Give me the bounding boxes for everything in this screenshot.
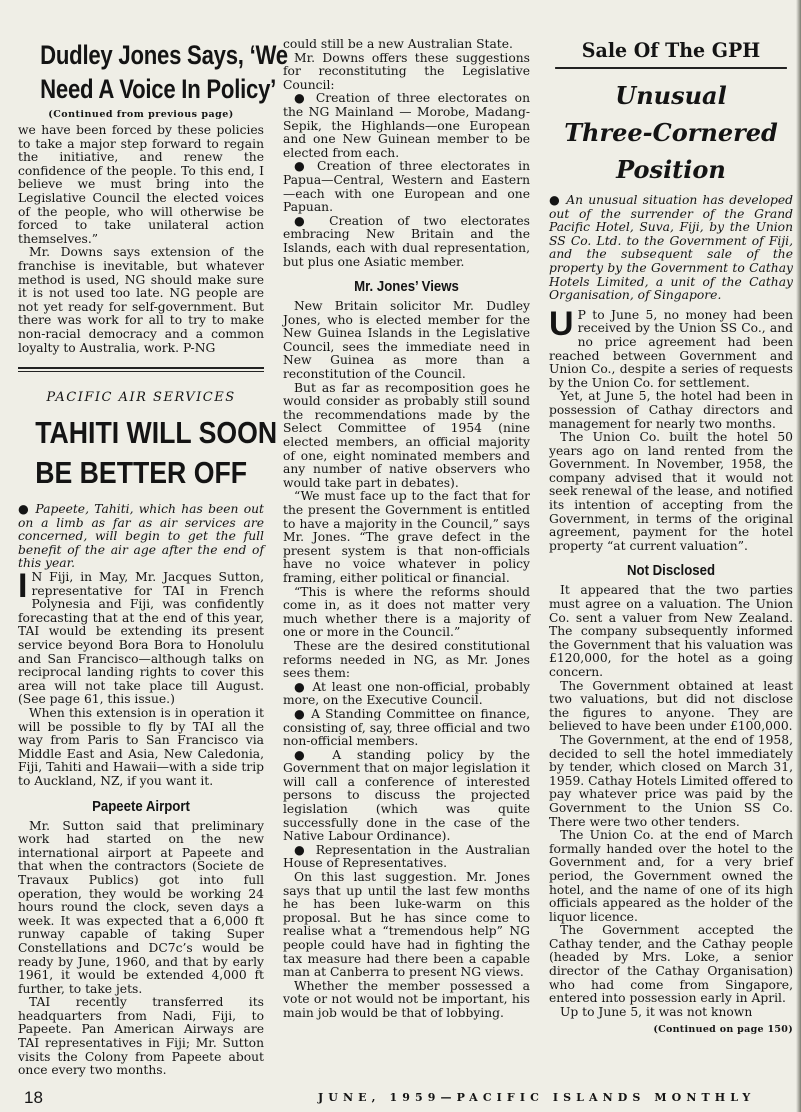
- paragraph: [549, 304, 793, 391]
- bullet-paragraph: ● Creation of three electorates in Papua—Central, Western and Eastern—each with one European and one Papuan.: [283, 159, 530, 215]
- paragraph: New Britain solicitor Mr. Dudley Jones, who is elected member for the New Guinea Islands in the Legislative Council, sees the immediate need in New Guinea as more than a reconstitution of the Council.: [283, 299, 530, 382]
- right-column: [549, 38, 793, 1035]
- article-title-line2: Three-Cornered: [564, 118, 778, 147]
- page-edge-shadow: [796, 0, 801, 1112]
- paragraph: When this extension is in operation it will be possible to fly by TAI all the way from Paris to San Francisco via Middle East and Asia, New Caledonia, Fiji, Tahiti and Hawaii—with a side trip to Auckland, NZ, if you want it.: [18, 706, 264, 788]
- subheading: Mr. Jones’ Views: [354, 278, 459, 296]
- paragraph: The Union Co. built the hotel 50 years ago on land rented from the Government. In November, 1958, the company advised that it would not seek renewal of the lease, and notified its intention of accepting from the Government, in terms of the original agreement, payment for the hotel property “at current valuation”.: [549, 430, 793, 553]
- paragraph: Up to June 5, it was not known: [560, 1004, 753, 1019]
- drop-cap: I: [18, 567, 28, 606]
- article-title-line3: Position: [616, 155, 726, 184]
- column-header: Sale Of The GPH: [555, 38, 787, 69]
- paragraph: could still be a new Australian State.: [283, 37, 513, 51]
- paragraph: “This is where the reforms should come in, as it does not matter very much whether there is a majority of one or more in the Council.”: [283, 584, 530, 640]
- paragraph: The Government obtained at least two valuations, but did not disclose the figures to anyone. They are believed to have been under £100,000.: [549, 678, 793, 734]
- headline-line2: Need A Voice In Policy’: [40, 74, 277, 104]
- article-title-line1: Unusual: [615, 81, 727, 110]
- article-title-line2: BE BETTER OFF: [35, 455, 248, 491]
- continued-note: (Continued from previous page): [48, 109, 234, 120]
- paragraph: The Government, at the end of 1958, decided to sell the hotel immediately by tender, which closed on March 31, 1959. Cathay Hotels Limited offered to pay whatever price was paid by the Government to the Union SS Co. There were two other tenders.: [549, 732, 793, 829]
- subheading: Papeete Airport: [92, 797, 190, 815]
- bullet-paragraph: ● At least one non-official, probably more, on the Executive Council.: [283, 679, 530, 708]
- subheading: Not Disclosed: [626, 562, 716, 580]
- paragraph: we have been forced by these policies to take a major step forward to regain the initiative, and renew the confidence of the people. To this end, I believe we must bring into the Legislative Council the elected voices of the people, who will otherwise be forced to take unilateral action themselves.”: [18, 123, 264, 246]
- continued-on-note: (Continued on page 150): [653, 1024, 793, 1036]
- bullet-paragraph: ● Representation in the Australian House of Representatives.: [283, 842, 530, 871]
- page-footer: [0, 1084, 801, 1112]
- paragraph: On this last suggestion. Mr. Jones says that up until the last few months he has been luke-warm on this proposal. But he has since come to realise what a “tremendous help” NG people could have had in fighting the tax measure had there been a capable man at Canberra to present NG views.: [283, 870, 530, 980]
- paragraph: Mr. Sutton said that preliminary work had started on the new international airport at Papeete and that when the contractors (Societe de Travaux Publics) got into full operation, they would be working 24 hours round the clock, seven days a week. It was expected that a 6,000 ft runway capable of taking Super Constellations and DC7c’s would be ready by June, 1960, and that by early 1961, it would be extended 4,000 ft further, to take jets.: [18, 818, 264, 996]
- running-footer: JUNE, 1959—PACIFIC ISLANDS MONTHLY: [318, 1091, 756, 1104]
- paragraph: Mr. Downs offers these suggestions for reconstituting the Legislative Council:: [283, 50, 530, 92]
- article-title-line1: TAHITI WILL SOON: [35, 415, 278, 451]
- paragraph: [18, 567, 264, 707]
- left-column: [18, 38, 288, 1078]
- section-divider: [18, 367, 264, 372]
- bullet-paragraph: ● A standing policy by the Government that on major legislation it will call a conference of interested persons to discuss the projected legislation (which was quite successfully done in the case of the Native Labour Ordinance).: [283, 747, 530, 844]
- paragraph: “We must face up to the fact that for the present the Government is entitled to have a majority in the Council,” says Mr. Jones. “The grave defect in the present system is that non-officials have no voice whatever in policy framing, either political or financial.: [283, 489, 530, 585]
- paragraph: These are the desired constitutional reforms needed in NG, as Mr. Jones sees them:: [283, 638, 530, 681]
- article-lede: ● An unusual situation has developed out of the surrender of the Grand Pacific Hotel, Suva, Fiji, by the Union SS Co. Ltd. to the Government of Fiji, and the subsequent sale of the property by the Government to Cathay Hotels Limited, a unit of the Cathay Organisation, of Singapore.: [549, 193, 793, 303]
- paragraph: The Union Co. at the end of March formally handed over the hotel to the Government and, for a very brief period, the Government owned the hotel, and the name of one of its high officials appeared as the holder of the liquor licence.: [549, 828, 793, 924]
- bullet-paragraph: ● Creation of two electorates embracing New Britain and the Islands, each with dual representation, but plus one Asiatic member.: [283, 213, 530, 269]
- paragraph: Yet, at June 5, the hotel had been in possession of Cathay directors and management for nearly two months.: [549, 389, 793, 431]
- headline-line1: Dudley Jones Says, ‘We: [40, 40, 288, 70]
- paragraph: Mr. Downs says extension of the franchise is inevitable, but whatever method is used, NG should make sure it is not used too late. NG people are not yet ready for self-government. But there was work for all to try to make non-racial democracy and a common loyalty to Australia, work. P-NG: [18, 245, 264, 355]
- paragraph-text: N Fiji, in May, Mr. Jacques Sutton, representative for TAI in French Polynesia and Fiji, was confidently forecasting that at the end of this year, TAI would be extending its present service beyond Bora Bora to Honolulu and San Francisco—although talks on reciprocal landing rights to cover this area will not take place till August. (See page 61, this issue.): [18, 570, 264, 707]
- paragraph: Whether the member possessed a vote or not would not be important, his main job would be that of lobbying.: [283, 978, 530, 1020]
- paragraph: The Government accepted the Cathay tender, and the Cathay people (headed by Mrs. Loke, a senior director of the Cathay Organisation) who had come from Singapore, entered into possession early in April.: [549, 923, 793, 1006]
- paragraph-text: P to June 5, no money had been received by the Union SS Co., and no price agreement had been reached between Government and Union Co., despite a series of requests by the Union Co. for settlement.: [549, 307, 793, 390]
- drop-cap: U: [549, 304, 574, 343]
- bullet-paragraph: ● A Standing Committee on finance, consisting of, say, three official and two non-official members.: [283, 706, 530, 749]
- middle-column: [283, 38, 530, 1021]
- page-number: 18: [24, 1088, 43, 1107]
- section-kicker: PACIFIC AIR SERVICES: [46, 390, 236, 406]
- paragraph: TAI recently transferred its headquarters from Nadi, Fiji, to Papeete. Pan American Airways are TAI representatives in Fiji; Mr. Sutton visits the Colony from Papeete about once every two months.: [18, 995, 264, 1078]
- article-lede: ● Papeete, Tahiti, which has been out on a limb as far as air services are concerned, will begin to get the full benefit of the air age after the end of this year.: [18, 502, 264, 571]
- paragraph: But as far as recomposition goes he would consider as probably still sound the recommendations made by the Select Committee of 1954 (nine elected members, an official majority of one, eight nominated members and any number of native observers who would take part in debates).: [283, 380, 530, 490]
- bullet-paragraph: ● Creation of three electorates on the NG Mainland — Morobe, Madang-Sepik, the Highlands—one European and one New Guinean member to be elected from each.: [283, 91, 530, 160]
- paragraph: It appeared that the two parties must agree on a valuation. The Union Co. sent a valuer from New Zealand. The company subsequently informed the Government that his valuation was £120,000, for the hotel as a going concern.: [549, 583, 793, 679]
